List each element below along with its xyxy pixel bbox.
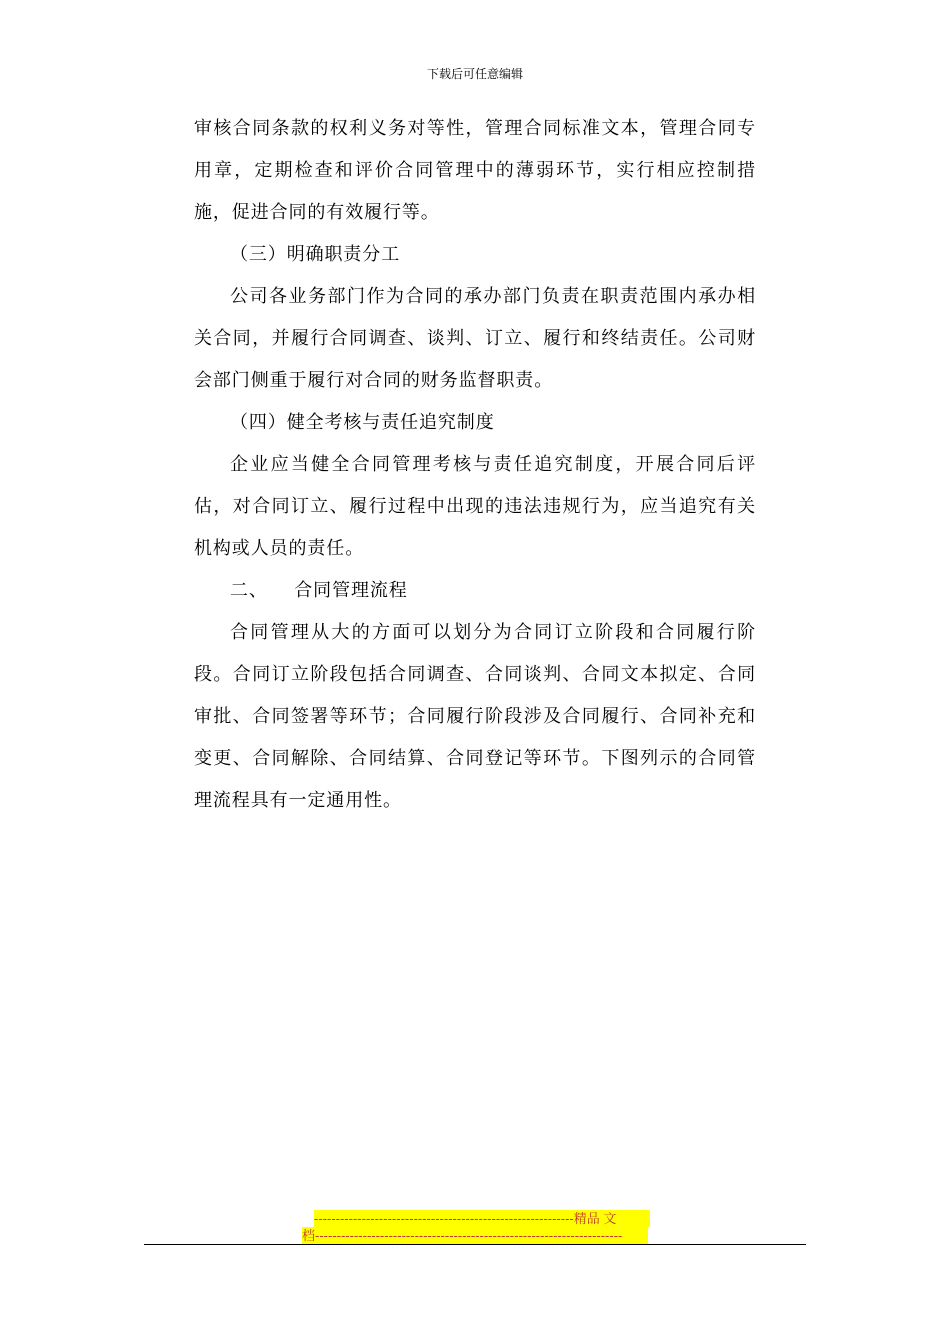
footer-divider [144, 1244, 806, 1245]
paragraph-contract-review: 审核合同条款的权利义务对等性，管理合同标准文本，管理合同专用章，定期检查和评价合同管理中的薄弱环节，实行相应控制措施，促进合同的有效履行等。 [194, 118, 756, 223]
heading-clarify-responsibilities: （三）明确职责分工 [230, 244, 401, 265]
heading-assessment-accountability: （四）健全考核与责任追究制度 [230, 412, 495, 433]
paragraph-departments-duties: 公司各业务部门作为合同的承办部门负责在职责范围内承办相关合同，并履行合同调查、谈判、订立、履行和终结责任。公司财会部门侧重于履行对合同的财务监督职责。 [194, 286, 756, 391]
page-header: 下载后可任意编辑 [426, 67, 523, 81]
footer-watermark-line-1: ------------------------------------------------------------精品 文 [314, 1210, 650, 1227]
footer-watermark [302, 1210, 652, 1244]
paragraph-accountability-system: 企业应当健全合同管理考核与责任追究制度，开展合同后评估，对合同订立、履行过程中出现的违法违规行为，应当追究有关机构或人员的责任。 [194, 454, 756, 559]
heading-contract-management-process: 二、 合同管理流程 [230, 580, 408, 601]
footer-watermark-line-2: 档----------------------------------------------------------------------- [302, 1227, 648, 1244]
document-body [194, 108, 756, 822]
paragraph-process-stages: 合同管理从大的方面可以划分为合同订立阶段和合同履行阶段。合同订立阶段包括合同调查、合同谈判、合同文本拟定、合同审批、合同签署等环节；合同履行阶段涉及合同履行、合同补充和变更、合同解除、合同结算、合同登记等环节。下图列示的合同管理流程具有一定通用性。 [194, 622, 756, 811]
